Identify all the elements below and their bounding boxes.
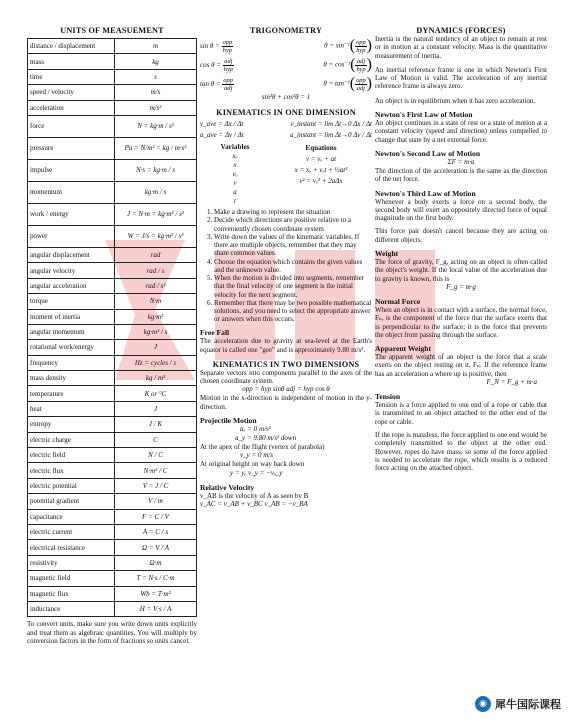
projectile-ax: aₓ = 0 m/s² [240,425,271,434]
kin1d-steps [200,208,372,323]
units-quantity: angular momentum [28,324,115,339]
units-unit: C [115,432,197,447]
inertial-frame-text: An inertial reference frame is one in which Newton's First Law of Motion is valid. The acceleration of any inertial reference frame is always zero. [375,65,547,91]
units-row [28,355,197,370]
units-quantity: mass density [28,371,115,386]
normal-text: When an object is in contact with a surface, the normal force, Fₙ, is the component of the force that the surface exerts that is perpendicular to the surface; it is the force that prevents the object from passing through the surface. [375,305,548,339]
kin1d-title: KINEMATICS IN ONE DIMENSION [216,108,356,117]
units-unit: J / K [115,417,197,432]
trig-title: TRIGONOMETRY [249,26,323,35]
units-row [28,432,197,447]
units-unit: N / C [115,448,197,463]
dynamics-title: DYNAMICS (FORCES) [416,26,506,35]
tension-title: Tension [375,392,401,402]
projectile-apex-text: At the apex of the flight (vertex of parabola) [200,443,325,452]
relvel-title: Relative Velocity [200,482,255,492]
units-quantity: momentum [28,181,115,203]
units-unit: N·m² / C [115,463,197,478]
units-quantity: temperature [28,386,115,401]
brand-name: 犀牛国际课程 [495,698,561,711]
units-quantity: speed / velocity [28,85,115,100]
units-unit: kg·m² [115,309,197,324]
units-quantity: electric current [28,524,115,539]
law2-text: The direction of the acceleration is the same as the direction of the net force. [375,166,547,184]
units-quantity: angular displacement [28,247,115,262]
units-quantity: impulse [28,159,115,181]
kin-variable: v [233,179,237,187]
units-quantity: entropy [28,417,115,432]
units-unit: rad [115,247,197,262]
law3-note: This force pair doesn't cancel because they are acting on different objects. [375,227,547,244]
law1-title: Newton's First Law of Motion [375,110,473,120]
units-unit: V = J / C [115,478,197,493]
projectile-return-eq: y = yₒ v_y = −vₒ_y [230,468,283,477]
units-row [28,39,197,54]
units-quantity: heat [28,401,115,416]
units-row [28,324,197,339]
tension-text-2: If the rope is massless, the force applied to one end would be completely transmitted to the object at the other end. However, ropes do have mass, so some of the force applied is needed to accelerate the rope, which results is a reduced force acting on the attached object. [375,430,547,473]
dynamics-column [375,26,547,472]
units-row [28,203,197,225]
units-row [28,540,197,555]
kin-variable: x [233,161,237,169]
units-quantity: electrical resistance [28,540,115,555]
kin-variable: a [233,188,237,196]
freefall-text: The acceleration due to gravity at sea-level at the Earth's equator is called one "gee" and is approximately 9.80 m/s². [200,337,372,354]
units-row [28,417,197,432]
units-row [28,401,197,416]
variables-list [200,143,270,206]
units-unit: N·s = kg·m / s [115,159,197,181]
units-unit: rad / s² [115,278,197,293]
units-quantity: electric flux [28,463,115,478]
kin1d-eq-row2 [200,131,372,139]
trig-left: tan θ = $\frac{\text{opp}}{\text{adj}}$ [200,76,233,92]
units-title: UNITS OF MEASUEMENT [60,26,164,35]
units-row [28,371,197,386]
units-unit: m [115,39,197,54]
units-row [28,137,197,159]
kin-equation: v = vₒ + at [305,155,337,163]
units-unit: s [115,69,197,84]
units-column [27,26,197,645]
units-quantity: inductance [28,601,115,616]
units-row [28,478,197,493]
kin-equation: x = xₒ + vₒt + ½at² [294,166,348,174]
normal-title: Normal Force [375,296,421,306]
units-row [28,263,197,278]
law1-text: An object continues in a state of rest or a state of motion at a constant velocity (speed and direction) unless compelled to change that state by a net external force. [375,119,547,144]
units-quantity: mass [28,54,115,69]
kinematics-column [200,26,372,509]
units-quantity: rotational work/energy [28,340,115,355]
units-row [28,524,197,539]
units-unit: Pa = N/m² = kg / m·s² [115,137,197,159]
equations-list [270,143,372,206]
units-quantity: moment of inertia [28,309,115,324]
units-quantity: electric potential [28,478,115,493]
units-row [28,115,197,137]
kin2d-text2: Motion in the x-direction is independent of motion in the y-direction. [200,394,372,411]
units-unit: Wb = T·m² [115,586,197,601]
kin1d-ainst: a_instant = lim Δt→0 Δv / Δt [290,131,372,139]
law2-title: Newton's Second Law of Motion [375,148,481,158]
units-row [28,278,197,293]
trig-left: cos θ = $\frac{\text{adj}}{\text{hyp}}$ [200,57,233,73]
projectile-vy: v_y = 0 m/s [240,451,273,460]
units-row [28,386,197,401]
units-row [28,309,197,324]
kin2d-text1: Separate vectors into components parallel to the axes of the chosen coordinate system. [200,368,372,386]
units-unit: rad / s [115,263,197,278]
variables-label: Variables [220,143,250,151]
units-unit: kg / m³ [115,371,197,386]
units-quantity: work / energy [28,203,115,225]
kin1d-vinst: v_instant = lim Δt→0 Δx / Δt [290,120,372,128]
apparent-text: The apparent weight of an object is the force that a scale exerts on the object resting on it, Fₙ. If the reference frame has an acceleration a where up is positive, then [375,353,547,378]
trig-right: θ = cos⁻¹( $\frac{\text{adj}}{\text{hyp}}$ ) [323,56,372,73]
inertia-text: Inertia is the natural tendency of an object to remain at rest or in motion at a constant velocity. Mass is the quantitative measurement of inertia. [375,35,547,60]
trig-row [200,38,372,54]
trig-identity: sin²θ + cos²θ = 1 [261,93,311,101]
units-quantity: pressure [28,137,115,159]
kin-variable: t [234,197,236,205]
trig-right: θ = tan⁻¹( $\frac{\text{opp}}{\text{adj}}$ ) [323,75,372,92]
weight-text: The force of gravity, F_g, acting on an object is often called the object's weight. If the local value of the acceleration due to gravity is known, this is [375,258,547,283]
units-unit: T = N·s / C·m [115,571,197,586]
units-row [28,54,197,69]
units-row [28,294,197,309]
units-unit: Ω·m [115,555,197,570]
trig-row [200,76,372,92]
units-row [28,448,197,463]
units-unit: kg·m / s [115,181,197,203]
units-unit: K or °C [115,386,197,401]
units-quantity: frequency [28,355,115,370]
kin-step: 3. Write down the values of the kinematic variables. If there are multiple objects, remember that they may share common values. [214,233,372,257]
trig-formulas [200,38,372,92]
apparent-formula: F_N = F_g + m·a [486,378,537,387]
units-quantity: magnetic flux [28,586,115,601]
units-quantity: distance / displacement [28,39,115,54]
apparent-title: Apparent Weight [375,344,432,354]
units-quantity: electric charge [28,432,115,447]
trig-left: sin θ = $\frac{\text{opp}}{\text{hyp}}$ [200,38,233,54]
units-row [28,463,197,478]
units-row [28,509,197,524]
units-quantity: time [28,69,115,84]
units-row [28,571,197,586]
equations-label: Equations [305,144,337,152]
law3-text: Whenever a body exerts a force on a second body, the second body will exert an oppositely directed force of equal magnitude on the first body. [375,197,547,223]
kin-step: 5. When the motion is divided into segments, remember that the final velocity of one segment is the initial velocity for the next segment. [214,274,372,298]
kin-step: 2. Decide which directions are positive relative to a conveniently chosen coordinate system [214,216,372,232]
units-row [28,225,197,247]
projectile-return-text: At original height on way back down [200,460,305,469]
units-quantity: force [28,115,115,137]
kin2d-title: KINEMATICS IN TWO DIMENSIONS [212,359,360,369]
projectile-title: Projectile Motion [200,416,257,426]
kin-variable: xₒ [232,152,238,160]
units-unit: J [115,340,197,355]
kin-step: 4. Choose the equation which contains the given values and the unknown value. [214,258,372,274]
weight-formula: F_g = m·g [446,282,476,291]
units-row [28,85,197,100]
units-quantity: resistivity [28,555,115,570]
units-quantity: potential gradient [28,494,115,509]
units-unit: Hz = cycles / s [115,355,197,370]
units-unit: H = V·s / A [115,601,197,616]
units-row [28,159,197,181]
equilibrium-text: An object is in equilibrium when it has zero acceleration. [375,96,536,105]
units-unit: m/s² [115,100,197,115]
units-row [28,247,197,262]
kin2d-formula: opp = hyp sinθ adj = hyp cos θ [242,385,330,394]
units-unit: kg·m² / s [115,324,197,339]
kin-step: 6. Remember that there may be two possible mathematical solutions, and you need to select the appropriate answer or answers when this occurs. [214,299,372,323]
units-row [28,494,197,509]
units-quantity: power [28,225,115,247]
units-quantity: torque [28,294,115,309]
kin-variable: vₒ [232,170,238,178]
kin-equation: v² = vₒ² + 2aΔx [299,177,343,185]
units-row [28,100,197,115]
units-unit: m/s [115,85,197,100]
freefall-title: Free Fall [200,328,230,338]
units-row [28,555,197,570]
units-note: To convert units, make sure you write down units explicitly and treat them as algebraic quantities. You will multiply by conversion factors in the form of fractions so units cancel. [27,620,197,645]
units-unit: N·m [115,294,197,309]
units-quantity: angular velocity [28,263,115,278]
units-unit: J [115,401,197,416]
kin1d-variables-equations [200,143,372,206]
brand-logo-icon: ◉ [475,696,491,712]
units-unit: N = kg·m / s² [115,115,197,137]
weight-title: Weight [375,249,399,259]
law3-title: Newton's Third Law of Motion [375,188,476,198]
units-table [27,38,197,617]
units-unit: kg [115,54,197,69]
trig-row [200,57,372,73]
units-quantity: electric field [28,448,115,463]
relvel-text: v_AB is the velocity of A as seen by B [200,491,309,500]
relvel-formula: v_AC = v_AB + v_BC v_AB = −v_BA [200,499,308,508]
units-unit: V / m [115,494,197,509]
units-unit: Ω = V / A [115,540,197,555]
units-quantity: angular acceleration [28,278,115,293]
kin1d-aave: a_ave = Δv / Δt [200,131,244,139]
projectile-ay: a_y = 9.80 m/s² down [235,434,297,443]
kin-step: 1. Make a drawing to represent the situation [214,208,372,216]
units-row [28,181,197,203]
units-row [28,340,197,355]
units-row [28,601,197,616]
units-unit: J = N·m = kg·m² / s² [115,203,197,225]
law2-formula: ΣF = m·a [447,157,475,166]
units-quantity: capacitance [28,509,115,524]
brand-badge [472,695,564,713]
units-quantity: acceleration [28,100,115,115]
units-unit: F = C / V [115,509,197,524]
units-quantity: magnetic field [28,571,115,586]
units-row [28,69,197,84]
trig-right: θ = sin⁻¹( $\frac{\text{opp}}{\text{hyp}}$ ) [324,37,372,54]
kin1d-vave: v_ave = Δx / Δt [200,120,244,128]
units-row [28,586,197,601]
kin1d-eq-row1 [200,120,372,128]
units-unit: W = J/s = kg·m² / s³ [115,225,197,247]
units-unit: A = C / s [115,524,197,539]
tension-text: Tension is a force applied to one end of a rope or cable that is transmitted to an object attached to the other end of the rope or cable. [375,401,547,426]
